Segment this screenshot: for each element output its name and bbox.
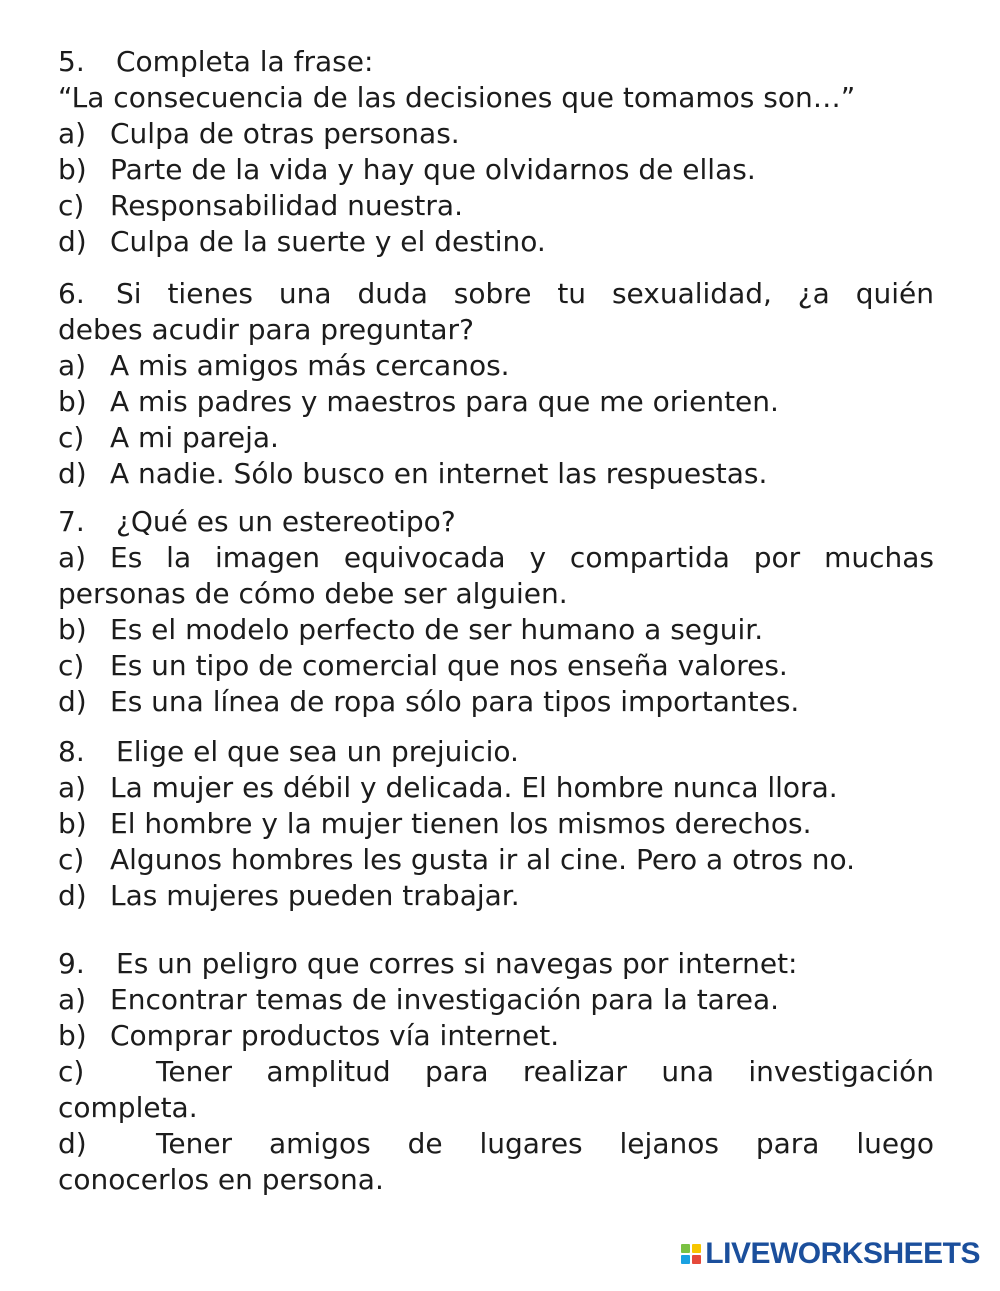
question-9-option-a[interactable] xyxy=(58,982,934,1018)
option-letter: c) xyxy=(58,421,85,454)
question-8-heading xyxy=(58,734,934,770)
option-letter: d) xyxy=(58,457,87,490)
option-text: Tener amplitud para realizar una investigación xyxy=(156,1055,934,1088)
brand-name: LIVEWORKSHEETS xyxy=(705,1237,980,1270)
option-text: Es un tipo de comercial que nos enseña valores. xyxy=(110,649,788,682)
question-8-option-a[interactable] xyxy=(58,770,934,806)
option-text: Es la imagen equivocada y compartida por muchas xyxy=(110,541,934,574)
question-6-option-b[interactable] xyxy=(58,384,934,420)
option-text: Tener amigos de lugares lejanos para luego xyxy=(156,1127,934,1160)
option-letter: a) xyxy=(58,117,87,150)
question-number: 5. xyxy=(58,45,85,78)
question-5-option-a[interactable] xyxy=(58,116,934,152)
option-text-continuation: personas de cómo debe ser alguien. xyxy=(58,577,568,610)
option-letter: c) xyxy=(58,649,85,682)
question-9-option-b[interactable] xyxy=(58,1018,934,1054)
question-stem: Si tienes una duda sobre tu sexualidad, ¿a quién xyxy=(116,277,934,310)
option-letter: a) xyxy=(58,771,87,804)
option-letter: a) xyxy=(58,541,87,574)
question-stem: ¿Qué es un estereotipo? xyxy=(116,505,456,538)
question-stem-quote: “La consecuencia de las decisiones que tomamos son…” xyxy=(58,81,856,114)
question-stem: Completa la frase: xyxy=(116,45,374,78)
logo-cell xyxy=(692,1255,701,1264)
question-6-heading-cont xyxy=(58,312,934,348)
question-9-heading xyxy=(58,946,934,982)
option-letter: b) xyxy=(58,153,87,186)
question-8-option-d[interactable] xyxy=(58,878,934,914)
option-text: Es el modelo perfecto de ser humano a seguir. xyxy=(110,613,764,646)
question-7-option-b[interactable] xyxy=(58,612,934,648)
question-9-option-d-cont xyxy=(58,1162,934,1198)
option-letter: a) xyxy=(58,983,87,1016)
option-text-continuation: completa. xyxy=(58,1091,198,1124)
option-letter: b) xyxy=(58,613,87,646)
question-stem-continuation: debes acudir para preguntar? xyxy=(58,313,474,346)
question-number: 8. xyxy=(58,735,85,768)
option-text: Responsabilidad nuestra. xyxy=(110,189,463,222)
question-number: 9. xyxy=(58,947,85,980)
question-6-option-c[interactable] xyxy=(58,420,934,456)
option-text: Parte de la vida y hay que olvidarnos de ellas. xyxy=(110,153,756,186)
logo-cell xyxy=(681,1244,690,1253)
option-letter: b) xyxy=(58,807,87,840)
option-letter: d) xyxy=(58,225,87,258)
question-9-option-c[interactable] xyxy=(58,1054,934,1090)
question-5-quote xyxy=(58,80,934,116)
question-8-option-b[interactable] xyxy=(58,806,934,842)
option-text: Es una línea de ropa sólo para tipos importantes. xyxy=(110,685,800,718)
option-letter: c) xyxy=(58,843,85,876)
question-6-option-d[interactable] xyxy=(58,456,934,492)
question-7-option-d[interactable] xyxy=(58,684,934,720)
option-letter: c) xyxy=(58,189,85,222)
question-8-option-c[interactable] xyxy=(58,842,934,878)
question-5-option-b[interactable] xyxy=(58,152,934,188)
question-9-option-d[interactable] xyxy=(58,1126,934,1162)
option-letter: b) xyxy=(58,1019,87,1052)
option-text-continuation: conocerlos en persona. xyxy=(58,1163,384,1196)
option-letter: d) xyxy=(58,685,87,718)
option-text: A mi pareja. xyxy=(110,421,279,454)
question-7-option-a[interactable] xyxy=(58,540,934,576)
option-text: Culpa de la suerte y el destino. xyxy=(110,225,546,258)
question-7-option-c[interactable] xyxy=(58,648,934,684)
option-letter: d) xyxy=(58,879,87,912)
option-letter: b) xyxy=(58,385,87,418)
question-7-option-a-cont xyxy=(58,576,934,612)
question-number: 7. xyxy=(58,505,85,538)
option-text: Comprar productos vía internet. xyxy=(110,1019,560,1052)
question-5-heading xyxy=(58,44,934,80)
liveworksheets-logo-icon xyxy=(681,1244,701,1264)
option-text: Encontrar temas de investigación para la tarea. xyxy=(110,983,780,1016)
question-stem: Es un peligro que corres si navegas por internet: xyxy=(116,947,798,980)
option-text: Las mujeres pueden trabajar. xyxy=(110,879,520,912)
option-text: La mujer es débil y delicada. El hombre nunca llora. xyxy=(110,771,838,804)
option-letter: c) xyxy=(58,1055,85,1088)
question-5-option-c[interactable] xyxy=(58,188,934,224)
question-number: 6. xyxy=(58,277,85,310)
option-text: Algunos hombres les gusta ir al cine. Pero a otros no. xyxy=(110,843,855,876)
option-letter: d) xyxy=(58,1127,87,1160)
option-text: Culpa de otras personas. xyxy=(110,117,460,150)
question-6-heading xyxy=(58,276,934,312)
logo-cell xyxy=(692,1244,701,1253)
logo-cell xyxy=(681,1255,690,1264)
option-letter: a) xyxy=(58,349,87,382)
question-5-option-d[interactable] xyxy=(58,224,934,260)
option-text: A mis amigos más cercanos. xyxy=(110,349,510,382)
option-text: El hombre y la mujer tienen los mismos derechos. xyxy=(110,807,812,840)
question-stem: Elige el que sea un prejuicio. xyxy=(116,735,519,768)
option-text: A nadie. Sólo busco en internet las respuestas. xyxy=(110,457,768,490)
question-6-option-a[interactable] xyxy=(58,348,934,384)
question-7-heading xyxy=(58,504,934,540)
question-9-option-c-cont xyxy=(58,1090,934,1126)
liveworksheets-branding[interactable] xyxy=(681,1237,980,1271)
option-text: A mis padres y maestros para que me orienten. xyxy=(110,385,779,418)
